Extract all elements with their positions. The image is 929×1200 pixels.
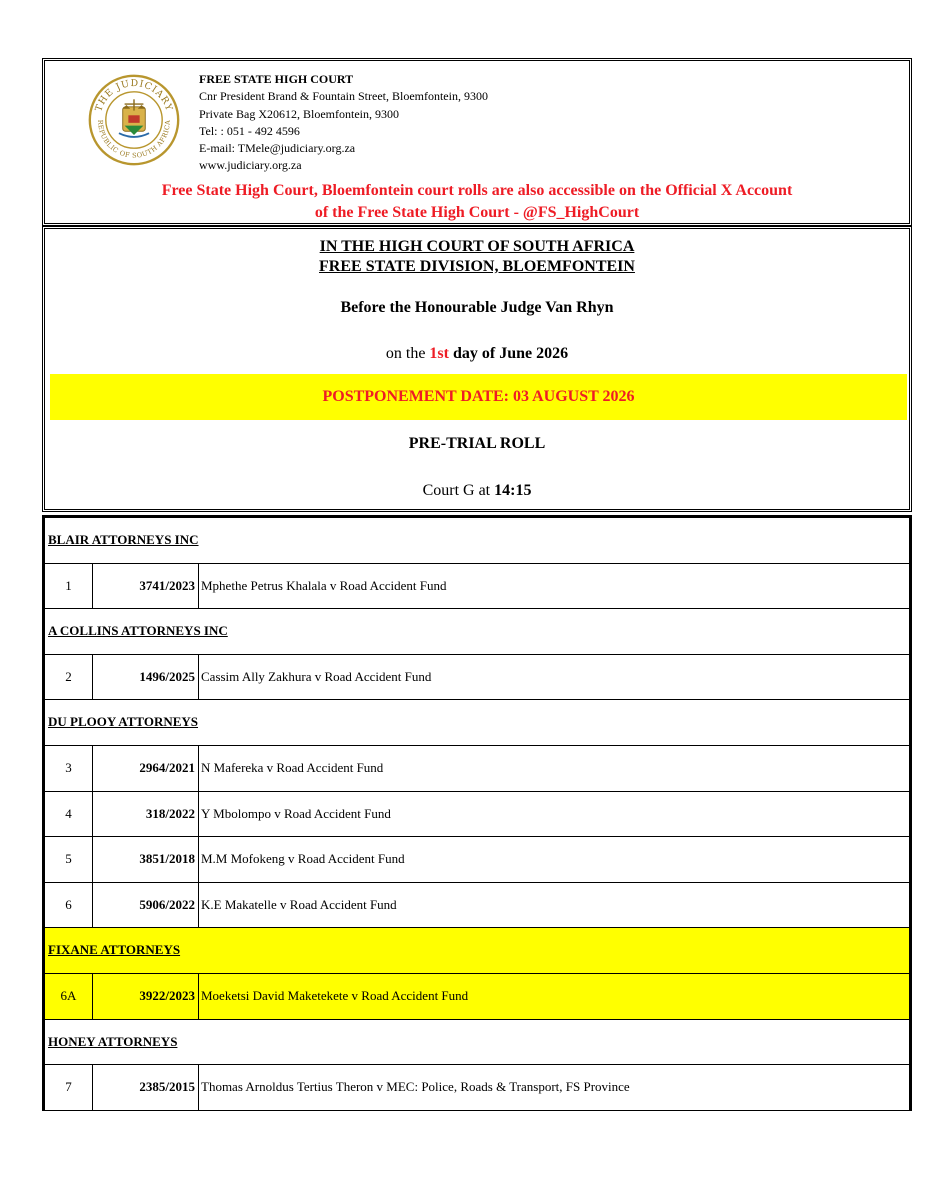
hearing-day: 1st [429, 345, 449, 362]
firm-heading-row [45, 518, 909, 564]
address-line-1: Cnr President Brand & Fountain Street, Bloemfontein, 9300 [199, 89, 488, 104]
item-number: 2 [45, 655, 93, 700]
item-number: 4 [45, 792, 93, 837]
case-number: 2385/2015 [93, 1065, 199, 1110]
firm-heading-row [45, 700, 909, 746]
hearing-date [45, 345, 909, 363]
case-number: 3851/2018 [93, 837, 199, 882]
case-number: 2964/2021 [93, 746, 199, 791]
case-number: 5906/2022 [93, 883, 199, 928]
presiding-judge: Before the Honourable Judge Van Rhyn [340, 299, 614, 316]
item-number: 5 [45, 837, 93, 882]
court-room: Court G at [422, 482, 491, 499]
case-parties: Y Mbolompo v Road Accident Fund [201, 805, 391, 821]
on-the-text: on the [385, 345, 426, 362]
postponement-banner: POSTPONEMENT DATE: 03 AUGUST 2026 [50, 374, 907, 420]
case-row [45, 792, 909, 838]
case-number: 318/2022 [93, 792, 199, 837]
email: E-mail: TMele@judiciary.org.za [199, 141, 356, 156]
item-number: 7 [45, 1065, 93, 1110]
court-time: 14:15 [494, 482, 532, 499]
court-heading-line-2: FREE STATE DIVISION, BLOEMFONTEIN [319, 258, 635, 275]
case-parties: K.E Makatelle v Road Accident Fund [201, 897, 397, 913]
hearing-month-year: day of June 2026 [452, 345, 569, 362]
court-room-time [45, 482, 909, 500]
roll-title-block [42, 226, 912, 512]
case-parties: N Mafereka v Road Accident Fund [201, 760, 384, 776]
case-row [45, 655, 909, 701]
case-parties: M.M Mofokeng v Road Accident Fund [201, 851, 405, 867]
x-account-notice [45, 180, 909, 223]
court-name: FREE STATE HIGH COURT [199, 72, 354, 86]
case-number: 1496/2025 [93, 655, 199, 700]
case-row [45, 1065, 909, 1111]
case-number: 3741/2023 [93, 564, 199, 609]
address-line-2: Private Bag X20612, Bloemfontein, 9300 [199, 106, 399, 121]
firm-name: HONEY ATTORNEYS [48, 1033, 178, 1049]
telephone: Tel: : 051 - 492 4596 [199, 123, 300, 138]
firm-name: BLAIR ATTORNEYS INC [48, 532, 199, 547]
seal-text-bottom: REPUBLIC OF SOUTH AFRICA [96, 119, 172, 160]
notice-line-2: of the Free State High Court - @FS_HighCourt [314, 203, 640, 221]
firm-heading-row [45, 928, 909, 974]
court-address-block [199, 71, 488, 175]
website: www.judiciary.org.za [199, 158, 302, 173]
case-number: 3922/2023 [93, 974, 199, 1019]
item-number: 6A [45, 974, 93, 1019]
judiciary-seal-icon [87, 73, 181, 167]
case-row [45, 564, 909, 610]
item-number: 1 [45, 564, 93, 609]
firm-heading-row [45, 1020, 909, 1066]
case-parties: Cassim Ally Zakhura v Road Accident Fund [201, 669, 432, 685]
case-row [45, 837, 909, 883]
roll-table [42, 515, 912, 1111]
firm-name: DU PLOOY ATTORNEYS [48, 714, 199, 730]
firm-name: FIXANE ATTORNEYS [48, 942, 181, 958]
item-number: 3 [45, 746, 93, 791]
case-parties: Moeketsi David Maketekete v Road Accident Fund [201, 988, 469, 1004]
case-row [45, 974, 909, 1020]
firm-heading-row [45, 609, 909, 655]
court-division-heading [45, 237, 909, 277]
seal-text-top: THE JUDICIARY [93, 78, 175, 114]
case-row [45, 883, 909, 929]
case-parties: Mphethe Petrus Khalala v Road Accident Fund [201, 577, 447, 593]
firm-name: A COLLINS ATTORNEYS INC [48, 623, 228, 639]
roll-type: PRE-TRIAL ROLL [408, 435, 546, 452]
court-header [42, 58, 912, 226]
notice-line-1: Free State High Court, Bloemfontein court rolls are also accessible on the Official X Account [161, 182, 793, 199]
case-row [45, 746, 909, 792]
item-number: 6 [45, 883, 93, 928]
case-parties: Thomas Arnoldus Tertius Theron v MEC: Police, Roads & Transport, FS Province [201, 1079, 630, 1095]
court-heading-line-1: IN THE HIGH COURT OF SOUTH AFRICA [319, 238, 635, 255]
